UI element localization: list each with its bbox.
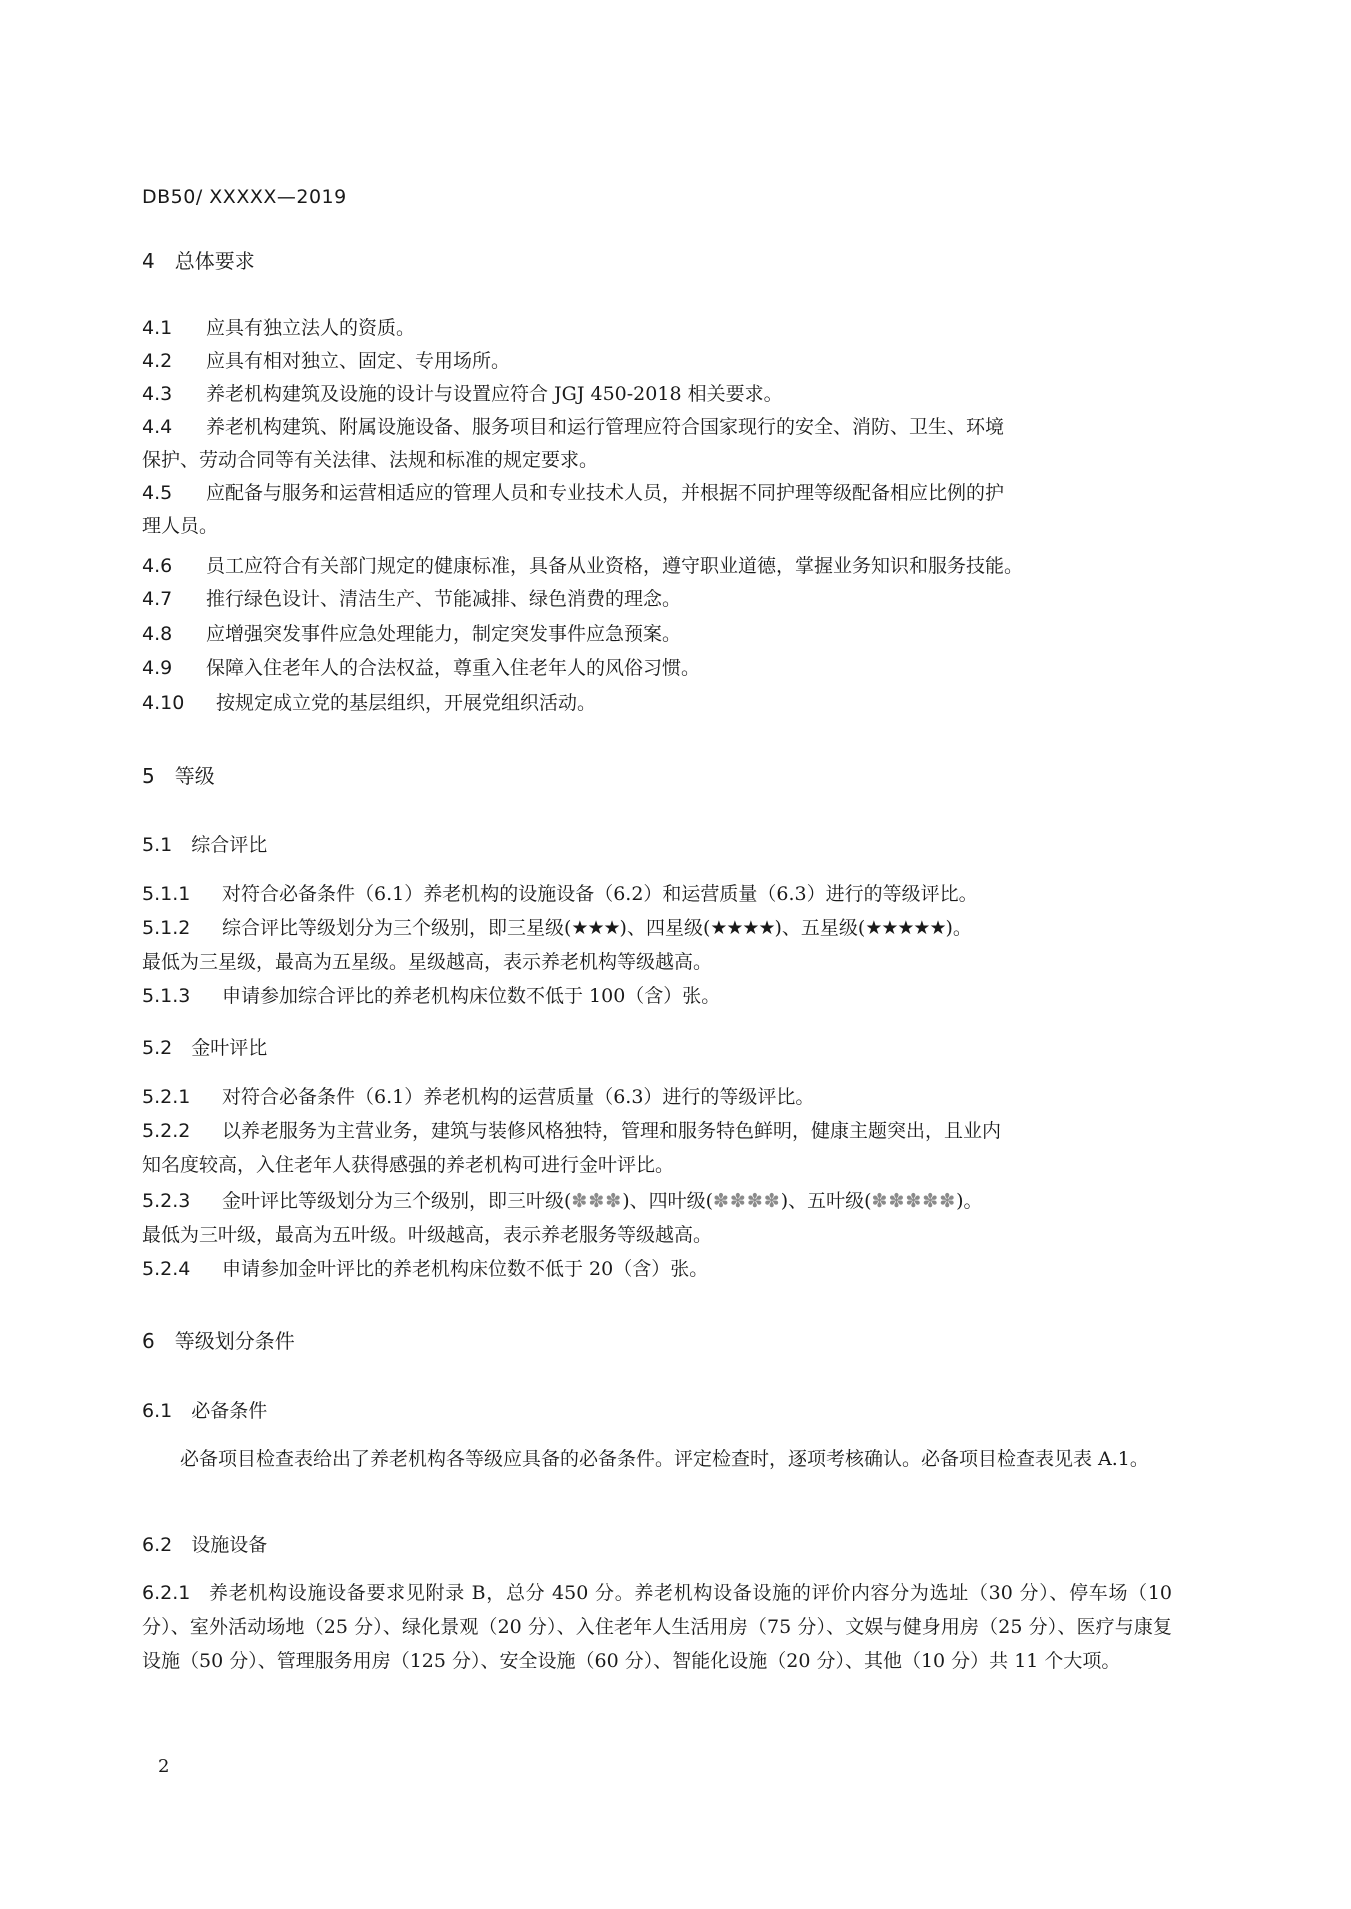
clause-text: 应具有独立法人的资质。 bbox=[206, 317, 416, 339]
clause-text: 对符合必备条件（6.1）养老机构的设施设备（6.2）和运营质量（6.3）进行的等级评比。 bbox=[222, 883, 978, 905]
section-4-title: 4 总体要求 bbox=[142, 249, 255, 273]
clause-number: 5.2.3 bbox=[142, 1190, 191, 1212]
four-leaf-rating-icon: ✽✽✽✽ bbox=[713, 1190, 781, 1212]
clause-number: 5.2.4 bbox=[142, 1258, 191, 1280]
clause-text: 保障入住老年人的合法权益，尊重入住老年人的风俗习惯。 bbox=[206, 657, 701, 679]
clause-4-2 bbox=[142, 345, 510, 378]
clause-4-9 bbox=[142, 652, 700, 685]
clause-number: 4.6 bbox=[142, 555, 173, 577]
three-leaf-rating-icon: ✽✽✽ bbox=[571, 1190, 623, 1212]
clause-5-2-1 bbox=[142, 1081, 814, 1114]
clause-5-1-2 bbox=[142, 912, 972, 945]
clause-text: 应增强突发事件应急处理能力，制定突发事件应急预案。 bbox=[206, 623, 682, 645]
clause-text: 应具有相对独立、固定、专用场所。 bbox=[206, 350, 511, 372]
clause-text: )、五叶级( bbox=[780, 1190, 872, 1212]
section-5-2-title: 5.2 金叶评比 bbox=[142, 1037, 268, 1059]
clause-number: 4.9 bbox=[142, 657, 173, 679]
clause-number: 5.1.1 bbox=[142, 883, 191, 905]
clause-number: 5.2.1 bbox=[142, 1086, 191, 1108]
clause-text: 养老机构建筑及设施的设计与设置应符合 JGJ 450-2018 相关要求。 bbox=[206, 383, 783, 405]
section-6-2-title: 6.2 设施设备 bbox=[142, 1534, 268, 1556]
clause-text: 推行绿色设计、清洁生产、节能减排、绿色消费的理念。 bbox=[206, 588, 682, 610]
section-5-title: 5 等级 bbox=[142, 764, 215, 788]
clause-4-5 bbox=[142, 477, 1004, 510]
clause-text: 申请参加金叶评比的养老机构床位数不低于 20（含）张。 bbox=[222, 1258, 709, 1280]
clause-5-2-3 bbox=[142, 1185, 983, 1218]
clause-4-3 bbox=[142, 378, 783, 411]
five-leaf-rating-icon: ✽✽✽✽✽ bbox=[871, 1190, 957, 1212]
clause-text: 以养老服务为主营业务，建筑与装修风格独特，管理和服务特色鲜明，健康主题突出，且业内 bbox=[222, 1120, 1002, 1142]
clause-number: 5.2.2 bbox=[142, 1120, 191, 1142]
clause-number: 4.8 bbox=[142, 623, 173, 645]
clause-4-10 bbox=[142, 687, 596, 720]
clause-5-2-4 bbox=[142, 1253, 708, 1286]
clause-4-8 bbox=[142, 618, 681, 651]
clause-5-2-2 bbox=[142, 1115, 1001, 1148]
five-star-rating: ★★★★★ bbox=[865, 917, 946, 939]
clause-5-1-2-continued: 最低为三星级，最高为五星级。星级越高，表示养老机构等级越高。 bbox=[142, 951, 713, 973]
clause-text: 金叶评比等级划分为三个级别，即三叶级( bbox=[222, 1190, 572, 1212]
clause-number: 4.2 bbox=[142, 350, 173, 372]
section-6-1-paragraph: 必备项目检查表给出了养老机构各等级应具备的必备条件。评定检查时，逐项考核确认。必备项目检查表见表 A.1。 bbox=[180, 1448, 1149, 1470]
clause-text: 应配备与服务和运营相适应的管理人员和专业技术人员，并根据不同护理等级配备相应比例的护 bbox=[206, 482, 1005, 504]
clause-text: )、五星级( bbox=[774, 917, 866, 939]
document-code: DB50/ XXXXX—2019 bbox=[142, 186, 347, 208]
clause-5-1-3 bbox=[142, 980, 720, 1013]
three-star-rating: ★★★ bbox=[571, 917, 620, 939]
section-5-1-title: 5.1 综合评比 bbox=[142, 834, 268, 856]
clause-text: 申请参加综合评比的养老机构床位数不低于 100（含）张。 bbox=[222, 985, 721, 1007]
clause-5-1-1 bbox=[142, 878, 978, 911]
clause-number: 4.5 bbox=[142, 482, 173, 504]
clause-number: 4.7 bbox=[142, 588, 173, 610]
clause-number: 5.1.3 bbox=[142, 985, 191, 1007]
clause-number: 5.1.2 bbox=[142, 917, 191, 939]
clause-4-4 bbox=[142, 411, 1004, 444]
clause-text: )。 bbox=[945, 917, 972, 939]
clause-number: 4.4 bbox=[142, 416, 173, 438]
clause-5-2-3-continued: 最低为三叶级，最高为五叶级。叶级越高，表示养老服务等级越高。 bbox=[142, 1224, 713, 1246]
clause-text: )、四叶级( bbox=[622, 1190, 714, 1212]
clause-text: 按规定成立党的基层组织，开展党组织活动。 bbox=[216, 692, 597, 714]
four-star-rating: ★★★★ bbox=[710, 917, 775, 939]
clause-5-2-2-continued: 知名度较高，入住老年人获得感强的养老机构可进行金叶评比。 bbox=[142, 1154, 675, 1176]
clause-text: 员工应符合有关部门规定的健康标准，具备从业资格，遵守职业道德，掌握业务知识和服务技能。 bbox=[206, 555, 1024, 577]
clause-number: 4.10 bbox=[142, 692, 185, 714]
clause-6-2-1 bbox=[142, 1576, 1172, 1678]
clause-number: 4.3 bbox=[142, 383, 173, 405]
section-6-title: 6 等级划分条件 bbox=[142, 1329, 295, 1353]
clause-number: 4.1 bbox=[142, 317, 173, 339]
clause-text: )、四星级( bbox=[619, 917, 711, 939]
clause-4-1 bbox=[142, 312, 415, 345]
clause-text: 对符合必备条件（6.1）养老机构的运营质量（6.3）进行的等级评比。 bbox=[222, 1086, 815, 1108]
clause-text: )。 bbox=[956, 1190, 983, 1212]
page-number: 2 bbox=[158, 1756, 170, 1777]
clause-4-5-continued: 理人员。 bbox=[142, 515, 219, 537]
clause-text: 养老机构建筑、附属设施设备、服务项目和运行管理应符合国家现行的安全、消防、卫生、环境 bbox=[206, 416, 1005, 438]
clause-4-4-continued: 保护、劳动合同等有关法律、法规和标准的规定要求。 bbox=[142, 449, 599, 471]
clause-4-7 bbox=[142, 583, 681, 616]
section-6-1-title: 6.1 必备条件 bbox=[142, 1400, 268, 1422]
clause-text: 综合评比等级划分为三个级别，即三星级( bbox=[222, 917, 572, 939]
clause-number: 6.2.1 bbox=[142, 1582, 191, 1604]
clause-4-6 bbox=[142, 550, 1023, 583]
clause-text: 养老机构设施设备要求见附录 B，总分 450 分。养老机构设备设施的评价内容分为选址（30 分）、停车场（10 分）、室外活动场地（25 分）、绿化景观（20 分）、入住老年人生活用房（75 分）、文娱与健身用房（25 分）、医疗与康复设施（50 分）、管理服务用房（125 分）、安全设施（60 分）、智能化设施（20 分）、其他（10 分）共 11 个大项。 bbox=[142, 1582, 1172, 1672]
